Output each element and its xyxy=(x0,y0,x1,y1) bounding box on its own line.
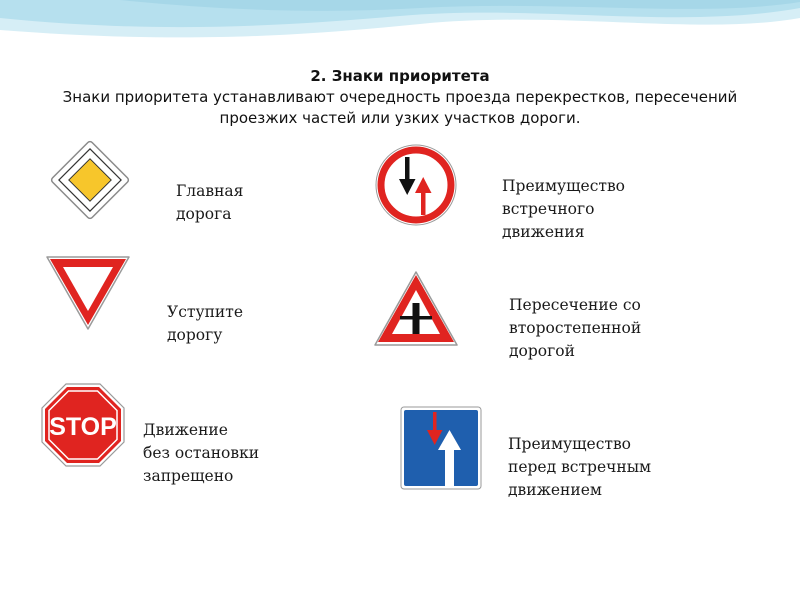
header-wave-decoration xyxy=(0,0,800,70)
main-road-sign-icon xyxy=(46,136,134,224)
sign-label-minor-road-intersection: Пересечение со второстепенной дорогой xyxy=(509,296,642,360)
yield-sign-icon xyxy=(44,254,132,332)
sign-label-priority-over-oncoming: Преимущество перед встречным движением xyxy=(508,435,652,499)
minor-road-intersection-sign-icon xyxy=(373,270,459,348)
sign-label-stop: Движение без остановки запрещено xyxy=(143,421,260,485)
priority-over-oncoming-sign-icon xyxy=(400,406,482,490)
sign-label-yield: Уступите дорогу xyxy=(167,303,243,344)
slide-heading: 2. Знаки приоритета xyxy=(310,67,490,85)
sign-label-main-road: Главная дорога xyxy=(176,182,244,223)
stop-sign-icon xyxy=(40,382,126,468)
stop-sign-text: STOP xyxy=(49,413,117,441)
slide-title-block xyxy=(40,66,760,129)
slide-intro-text: Знаки приоритета устанавливают очередность проезда перекрестков, пересечений проезжих частей или узких участков дороги. xyxy=(62,88,738,127)
sign-label-oncoming-priority: Преимущество встречного движения xyxy=(502,177,626,241)
oncoming-priority-sign-icon xyxy=(374,143,458,227)
